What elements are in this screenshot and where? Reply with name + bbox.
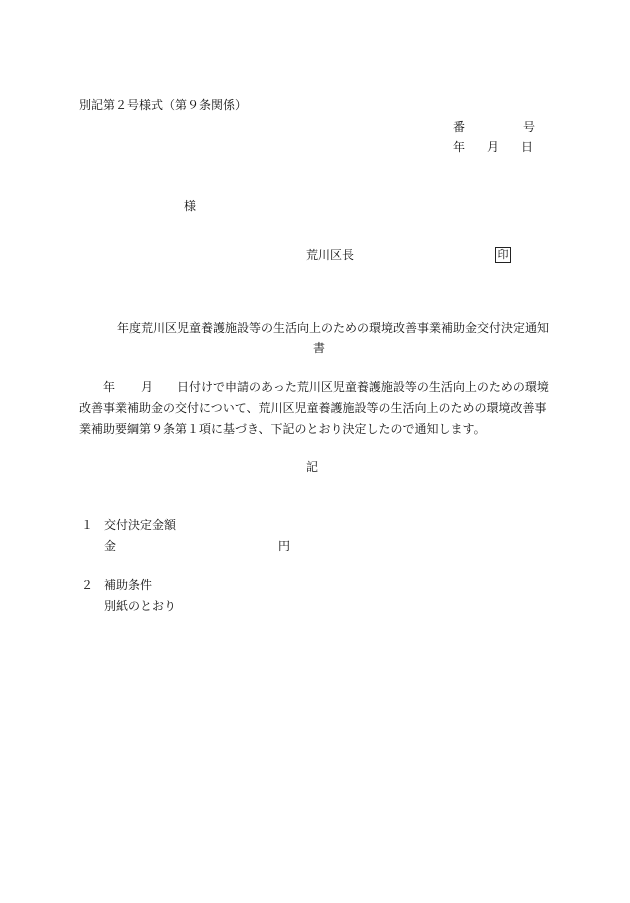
notice-title-line2: 書: [312, 341, 325, 355]
ki-heading: 記: [306, 460, 319, 474]
recipient-honorific: 様: [184, 199, 197, 213]
item-label-conditions: 補助条件: [104, 578, 153, 592]
notice-title: [79, 318, 559, 358]
conditions-value: 別紙のとおり: [104, 599, 177, 613]
number-label: 番: [453, 120, 466, 134]
document-date-line: [453, 139, 533, 155]
notice-title-line1: 年度荒川区児童養護施設等の生活向上のための環境改善事業補助金交付決定通知: [117, 321, 550, 335]
body-year-label: 年: [103, 380, 116, 394]
item-label-grant-amount: 交付決定金額: [104, 518, 177, 532]
item-number: ２: [81, 578, 94, 592]
date-day-label: 日: [521, 140, 534, 154]
form-label: 別記第２号様式（第９条関係）: [79, 98, 248, 112]
date-year-label: 年: [453, 140, 466, 154]
date-month-label: 月: [487, 140, 500, 154]
amount-prefix: 金: [104, 539, 117, 553]
seal-mark: 印: [495, 247, 511, 263]
body-text: 日付けで申請のあった荒川区児童養護施設等の生活向上のための環境改善事業補助金の交付について、荒川区児童養護施設等の生活向上のための環境改善事業補助要綱第９条第１項に基づき、下記のとおり決定したので通知します。: [79, 380, 549, 436]
amount-unit: 円: [278, 539, 291, 553]
document-number-line: [453, 119, 535, 135]
body-month-label: 月: [141, 380, 154, 394]
notice-body: [79, 377, 553, 440]
issuer-name: 荒川区長: [306, 248, 355, 262]
item-number: １: [81, 518, 94, 532]
number-suffix: 号: [523, 120, 536, 134]
